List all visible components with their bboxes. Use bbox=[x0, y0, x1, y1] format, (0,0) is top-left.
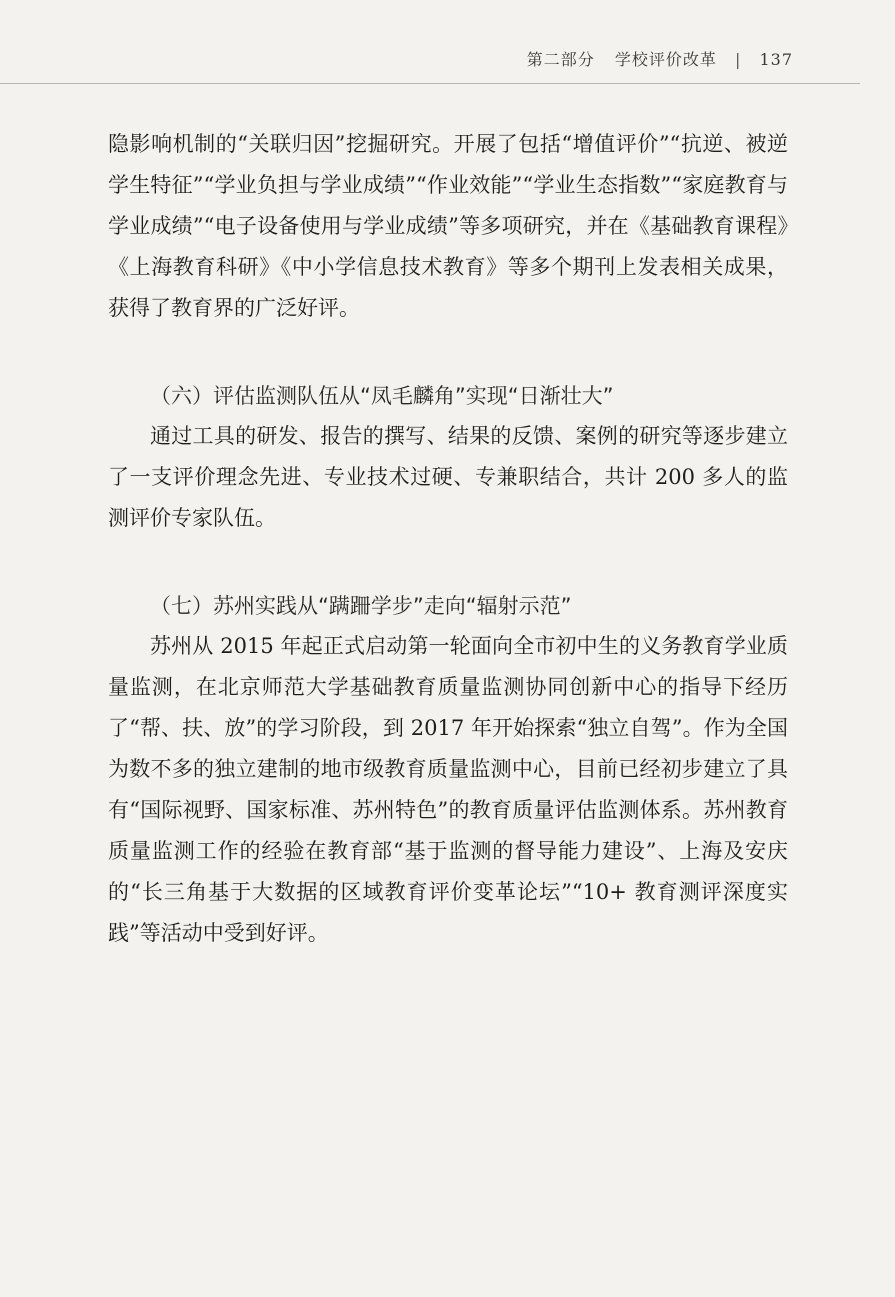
header-separator: | bbox=[734, 50, 742, 69]
continued-paragraph: 隐影响机制的“关联归因”挖掘研究。开展了包括“增值评价”“抗逆、被逆学生特征”“学业负担与学业成绩”“作业效能”“学业生态指数”“家庭教育与学业成绩”“电子设备使用与学业成绩”等多项研究，并在《基础教育课程》《上海教育科研》《中小学信息技术教育》等多个期刊上发表相关成果，获得了教育界的广泛好评。 bbox=[108, 132, 788, 320]
header-chapter: 学校评价改革 bbox=[614, 50, 717, 69]
section-heading-7: （七）苏州实践从“蹒跚学步”走向“辐射示范” bbox=[150, 594, 572, 618]
running-header bbox=[527, 47, 793, 70]
header-section: 第二部分 bbox=[526, 50, 595, 69]
page-number: 137 bbox=[759, 50, 793, 69]
paragraph-7: 苏州从 2015 年起正式启动第一轮面向全市初中生的义务教育学业质量监测，在北京师范大学基础教育质量监测协同创新中心的指导下经历了“帮、扶、放”的学习阶段，到 2017 年开始探索“独立自驾”。作为全国为数不多的独立建制的地市级教育质量监测中心，目前已经初步建立了具有“国际视野、国家标准、苏州特色”的教育质量评估监测体系。苏州教育质量监测工作的经验在教育部“基于监测的督导能力建设”、上海及安庆的“长三角基于大数据的区域教育评价变革论坛”“10+ 教育测评深度实践”等活动中受到好评。 bbox=[108, 634, 788, 945]
paragraph-6: 通过工具的研发、报告的撰写、结果的反馈、案例的研究等逐步建立了一支评价理念先进、专业技术过硬、专兼职结合，共计 200 多人的监测评价专家队伍。 bbox=[108, 424, 788, 530]
page-body bbox=[108, 124, 788, 954]
header-rule bbox=[0, 83, 860, 84]
section-heading-6: （六）评估监测队伍从“凤毛麟角”实现“日渐壮大” bbox=[150, 384, 614, 408]
